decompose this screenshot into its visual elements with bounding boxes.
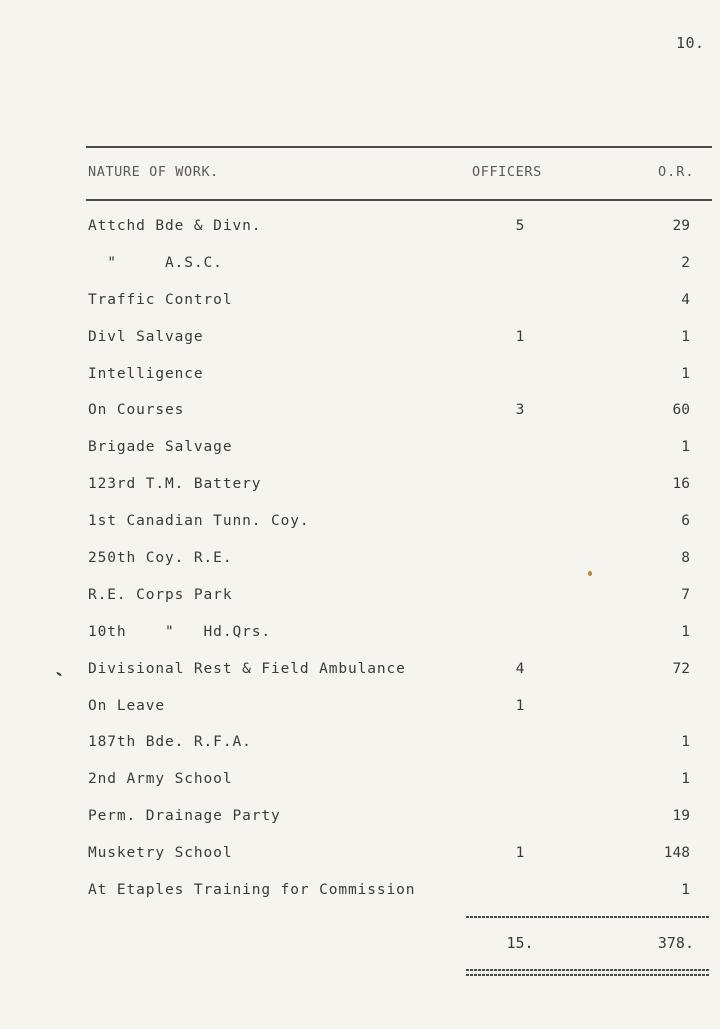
table-row xyxy=(0,513,720,550)
row-officers: 1 xyxy=(515,845,525,862)
row-nature-of-work: 250th Coy. R.E. xyxy=(88,550,233,567)
table-body xyxy=(0,218,720,919)
row-officers: 1 xyxy=(515,328,525,345)
row-other-ranks: 19 xyxy=(672,808,690,825)
table-row xyxy=(0,329,720,366)
row-nature-of-work: Brigade Salvage xyxy=(88,439,233,456)
table-row xyxy=(0,808,720,845)
table-row xyxy=(0,292,720,329)
row-other-ranks: 1 xyxy=(681,734,690,751)
row-nature-of-work: 10th " Hd.Qrs. xyxy=(88,623,271,640)
row-nature-of-work: R.E. Corps Park xyxy=(88,586,233,603)
row-officers: 4 xyxy=(515,660,525,677)
row-other-ranks: 8 xyxy=(681,550,690,567)
row-other-ranks: 1 xyxy=(681,439,690,456)
table-header xyxy=(0,164,720,186)
row-other-ranks: 4 xyxy=(681,291,690,308)
row-nature-of-work: On Courses xyxy=(88,402,185,419)
header-rule xyxy=(86,199,712,201)
row-nature-of-work: 2nd Army School xyxy=(88,771,233,788)
row-nature-of-work: Intelligence xyxy=(88,365,204,382)
top-rule xyxy=(86,146,712,148)
row-nature-of-work: At Etaples Training for Commission xyxy=(88,882,416,899)
table-row xyxy=(0,402,720,439)
table-row xyxy=(0,476,720,513)
row-other-ranks: 1 xyxy=(681,771,690,788)
row-other-ranks: 60 xyxy=(672,402,690,419)
row-other-ranks: 7 xyxy=(681,586,690,603)
row-other-ranks: 1 xyxy=(681,328,690,345)
header-nature-of-work: NATURE OF WORK. xyxy=(88,164,219,180)
total-double-rule-bottom xyxy=(466,974,710,976)
table-row xyxy=(0,366,720,403)
table-row xyxy=(0,218,720,255)
row-nature-of-work: Traffic Control xyxy=(88,291,233,308)
row-other-ranks: 1 xyxy=(681,882,690,899)
table-row xyxy=(0,698,720,735)
row-other-ranks: 2 xyxy=(681,254,690,271)
row-other-ranks: 72 xyxy=(672,660,690,677)
total-double-rule-top xyxy=(466,969,710,971)
table-row xyxy=(0,587,720,624)
row-nature-of-work: 1st Canadian Tunn. Coy. xyxy=(88,513,310,530)
table-row xyxy=(0,439,720,476)
row-nature-of-work: 123rd T.M. Battery xyxy=(88,476,262,493)
table-row xyxy=(0,255,720,292)
table-row xyxy=(0,550,720,587)
header-officers: OFFICERS xyxy=(472,164,542,180)
row-other-ranks: 148 xyxy=(663,845,690,862)
row-other-ranks: 16 xyxy=(672,476,690,493)
total-other-ranks: 378. xyxy=(657,934,694,952)
row-nature-of-work: 187th Bde. R.F.A. xyxy=(88,734,252,751)
page-number: 10. xyxy=(676,34,705,52)
table-row xyxy=(0,661,720,698)
subtotal-rule xyxy=(466,916,710,918)
row-officers: 1 xyxy=(515,697,525,714)
ink-speck xyxy=(588,571,592,576)
row-officers: 5 xyxy=(515,218,525,234)
row-other-ranks: 29 xyxy=(672,218,690,234)
row-other-ranks: 1 xyxy=(681,623,690,640)
row-nature-of-work: Perm. Drainage Party xyxy=(88,808,281,825)
row-nature-of-work: " A.S.C. xyxy=(88,254,223,271)
table-row xyxy=(0,845,720,882)
row-nature-of-work: Attchd Bde & Divn. xyxy=(88,218,262,234)
header-other-ranks: O.R. xyxy=(658,164,695,180)
row-nature-of-work: Musketry School xyxy=(88,845,233,862)
table-row xyxy=(0,771,720,808)
row-officers: 3 xyxy=(515,402,525,419)
table-row xyxy=(0,882,720,919)
row-nature-of-work: On Leave xyxy=(88,697,166,714)
totals-row xyxy=(0,934,720,956)
row-other-ranks: 1 xyxy=(681,365,690,382)
table-row xyxy=(0,624,720,661)
row-nature-of-work: Divl Salvage xyxy=(88,328,204,345)
table-row xyxy=(0,734,720,771)
row-other-ranks: 6 xyxy=(681,513,690,530)
total-officers: 15. xyxy=(506,934,534,952)
row-nature-of-work: Divisional Rest & Field Ambulance xyxy=(88,660,406,677)
